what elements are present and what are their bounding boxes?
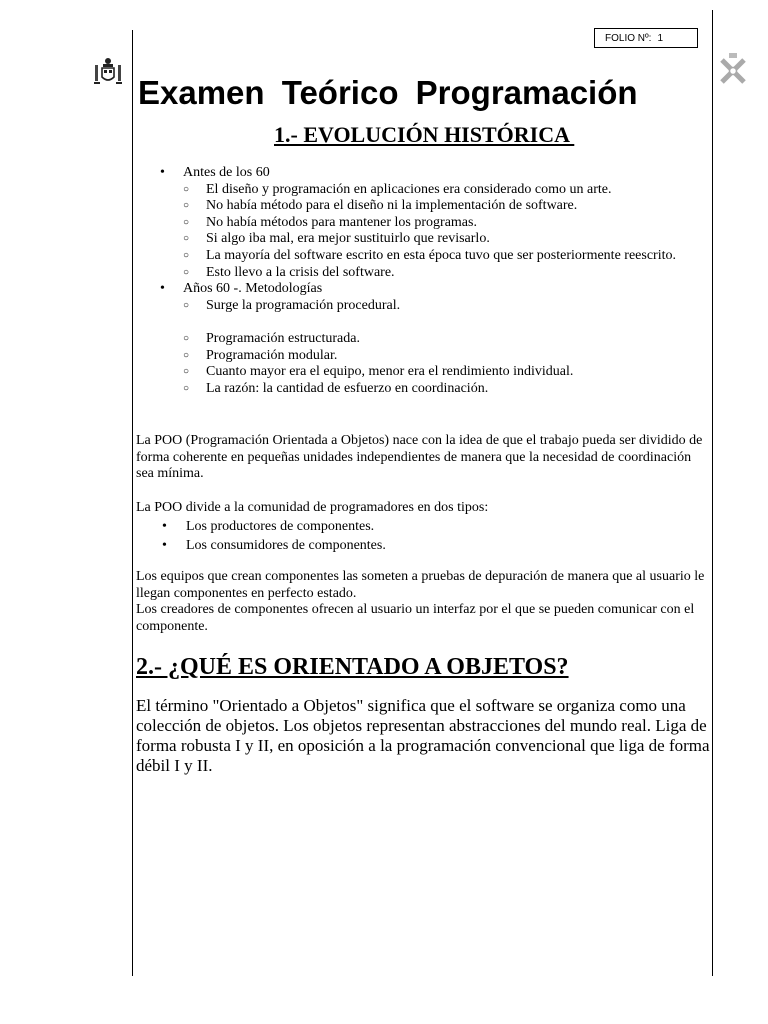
list-item: ○ Surge la programación procedural. <box>183 298 676 315</box>
guardia-civil-emblem-icon <box>718 52 748 86</box>
list-item <box>160 281 676 397</box>
left-margin-rule <box>132 30 133 976</box>
components-paragraph <box>136 569 706 635</box>
list-item: • Los productores de componentes. <box>160 517 386 536</box>
poo-intro-paragraph: La POO (Programación Orientada a Objetos) nace con la idea de que el trabajo pueda ser dividido de forma coherente en pequeñas unidades independientes de manera que la necesidad de coordinación sea mínima. <box>136 433 703 482</box>
list-item: ○ Esto llevo a la crisis del software. <box>183 265 676 282</box>
list-item: ○ La razón: la cantidad de esfuerzo en coordinación. <box>183 381 676 398</box>
right-margin-rule <box>712 10 713 976</box>
components-testing-text: Los equipos que crean componentes las someten a pruebas de depuración de manera que al usuario le llegan componentes en perfecto estado. <box>136 569 705 601</box>
programmer-types-list <box>160 517 386 555</box>
list-item: ○ No había método para el diseño ni la implementación de software. <box>183 198 676 215</box>
list-item: ○ Programación estructurada. <box>183 331 676 348</box>
folio-label: FOLIO Nº: <box>605 33 652 44</box>
folio-box <box>594 28 698 48</box>
bullet-label: Antes de los 60 <box>183 165 270 180</box>
list-item: ○ La mayoría del software escrito en esta época tuvo que ser posteriormente reescrito. <box>183 248 676 265</box>
list-item: ○ Programación modular. <box>183 348 676 365</box>
poo-types-intro: La POO divide a la comunidad de programadores en dos tipos: <box>136 500 489 515</box>
list-item <box>160 165 676 281</box>
sub-list <box>183 298 676 398</box>
history-list <box>160 165 676 397</box>
folio-number: 1 <box>657 33 663 44</box>
list-item: • Los consumidores de componentes. <box>160 536 386 555</box>
sub-list <box>183 182 676 282</box>
components-interface-text: Los creadores de componentes ofrecen al usuario un interfaz por el que se pueden comunicar con el componente. <box>136 602 695 634</box>
section-heading-2: 2.- ¿QUÉ ES ORIENTADO A OBJETOS? <box>136 654 569 680</box>
list-item: ○ No había métodos para mantener los programas. <box>183 215 676 232</box>
bullet-label: Años 60 -. Metodologías <box>183 281 323 297</box>
list-item: ○ El diseño y programación en aplicaciones era considerado como un arte. <box>183 182 676 199</box>
section-heading-1: 1.- EVOLUCIÓN HISTÓRICA <box>274 122 575 147</box>
oo-definition-paragraph: El término "Orientado a Objetos" significa que el software se organiza como una colección de objetos. Los objetos representan abstracciones del mundo real. Liga de forma robusta I y II, en oposición a la programación convencional que liga de forma débil I y II. <box>136 696 710 775</box>
list-item: ○ Cuanto mayor era el equipo, menor era el rendimiento individual. <box>183 364 676 381</box>
list-item: ○ Si algo iba mal, era mejor sustituirlo que revisarlo. <box>183 231 676 248</box>
coat-of-arms-icon <box>92 55 124 87</box>
page-title: Examen Teórico Programación <box>138 74 638 111</box>
